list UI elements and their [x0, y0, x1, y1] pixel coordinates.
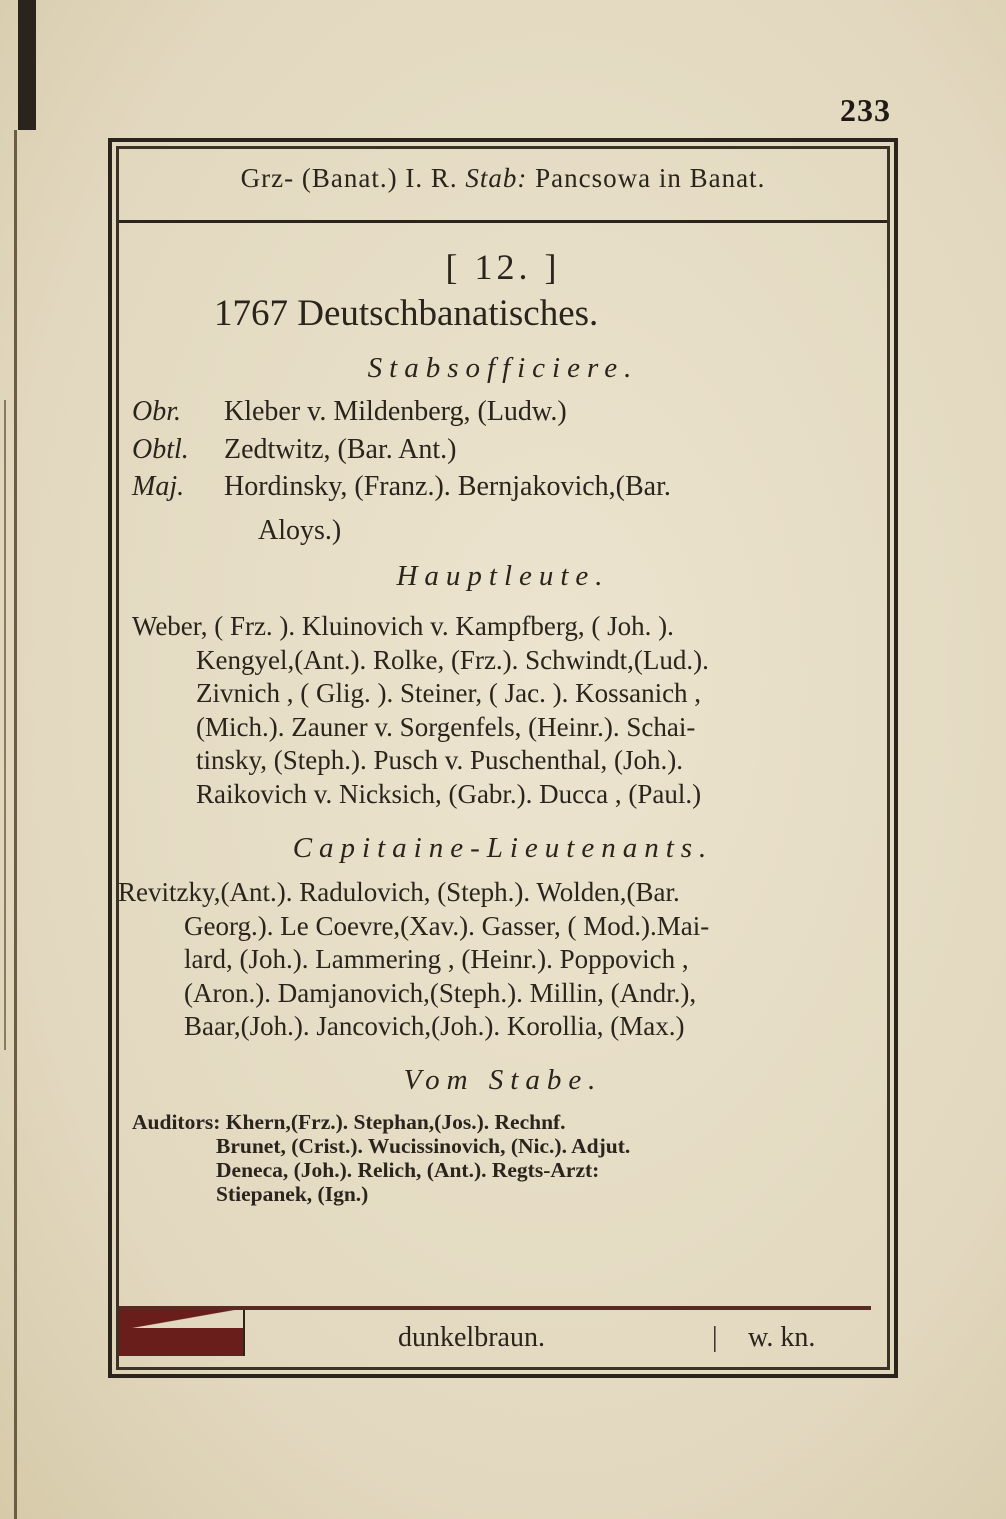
regiment-number: [ 12. ] [445, 247, 561, 287]
officer-names: Kleber v. Mildenberg, (Ludw.) [224, 396, 567, 427]
section-heading-captains: Hauptleute. [396, 560, 610, 592]
rank-label: Obr. [132, 396, 182, 427]
list-line: (Aron.). Damjanovich,(Steph.). Millin, (Andr.), [184, 977, 697, 1008]
list-line: Raikovich v. Nicksich, (Gabr.). Ducca , (Paul.) [196, 778, 702, 809]
rank-label: Maj. [132, 471, 185, 502]
header-divider [119, 220, 887, 223]
list-line: Deneca, (Joh.). Relich, (Ant.). Regts-Arzt: [216, 1158, 600, 1182]
list-line: Georg.). Le Coevre,(Xav.). Gasser, ( Mod.).Mai- [184, 910, 710, 941]
header-prefix: Grz- (Banat.) I. R. [240, 163, 458, 193]
officer-names: Hordinsky, (Franz.). Bernjakovich,(Bar. [224, 471, 671, 502]
officer-names: Zedtwitz, (Bar. Ant.) [224, 434, 457, 465]
header-stab-label: Stab: [465, 163, 528, 193]
binding-gutter [18, 0, 36, 130]
list-line: Auditors: Khern,(Frz.). Stephan,(Jos.). Rechnf. [132, 1110, 566, 1134]
captain-lieutenants-list [118, 876, 872, 1044]
list-line: Stiepanek, (Ign.) [216, 1182, 369, 1206]
staff-officer-row-continuation [258, 515, 341, 547]
list-line: Brunet, (Crist.). Wucissinovich, (Nic.). Adjut. [216, 1134, 631, 1158]
list-line: Baar,(Joh.). Jancovich,(Joh.). Korollia, (Max.) [184, 1011, 685, 1041]
list-line: Kengyel,(Ant.). Rolke, (Frz.). Schwindt,(Lud.). [196, 644, 709, 675]
regiment-header [120, 163, 886, 194]
captains-list [132, 610, 872, 811]
list-line: Revitzky,(Ant.). Radulovich, (Steph.). Wolden,(Bar. [118, 877, 680, 907]
header-location: Pancsowa in Banat. [535, 163, 766, 193]
footer-separator: | [712, 1322, 718, 1353]
section-heading-staff: Vom Stabe. [403, 1064, 603, 1096]
uniform-color-swatch [119, 1310, 243, 1356]
staff-officer-row [132, 396, 567, 428]
list-line: tinsky, (Steph.). Pusch v. Puschenthal, (Joh.). [196, 745, 683, 775]
section-heading-staff-officers: Stabsofficiere. [367, 352, 639, 384]
list-line: (Mich.). Zauner v. Sorgenfels, (Heinr.). Schai- [196, 711, 696, 742]
gutter-edge-outer [4, 400, 6, 1050]
button-color-label: w. kn. [748, 1322, 816, 1353]
staff-officer-row [132, 471, 671, 503]
gutter-edge [14, 130, 17, 1519]
regiment-name: 1767 Deutschbanatisches. [214, 293, 599, 334]
page-number: 233 [840, 92, 891, 128]
facing-color-label: dunkelbraun. [398, 1322, 545, 1353]
staff-list [132, 1110, 872, 1206]
rank-label: Obtl. [132, 434, 189, 465]
officer-names: Aloys.) [258, 515, 342, 546]
staff-officer-row [132, 434, 457, 466]
list-line: Weber, ( Frz. ). Kluinovich v. Kampfberg, ( Joh. ). [132, 611, 674, 641]
section-heading-captain-lieutenants: Capitaine-Lieutenants. [292, 832, 714, 864]
footer-separator-line [243, 1310, 245, 1356]
list-line: lard, (Joh.). Lammering , (Heinr.). Poppovich , [184, 944, 689, 974]
list-line: Zivnich , ( Glig. ). Steiner, ( Jac. ). Kossanich , [196, 678, 702, 708]
